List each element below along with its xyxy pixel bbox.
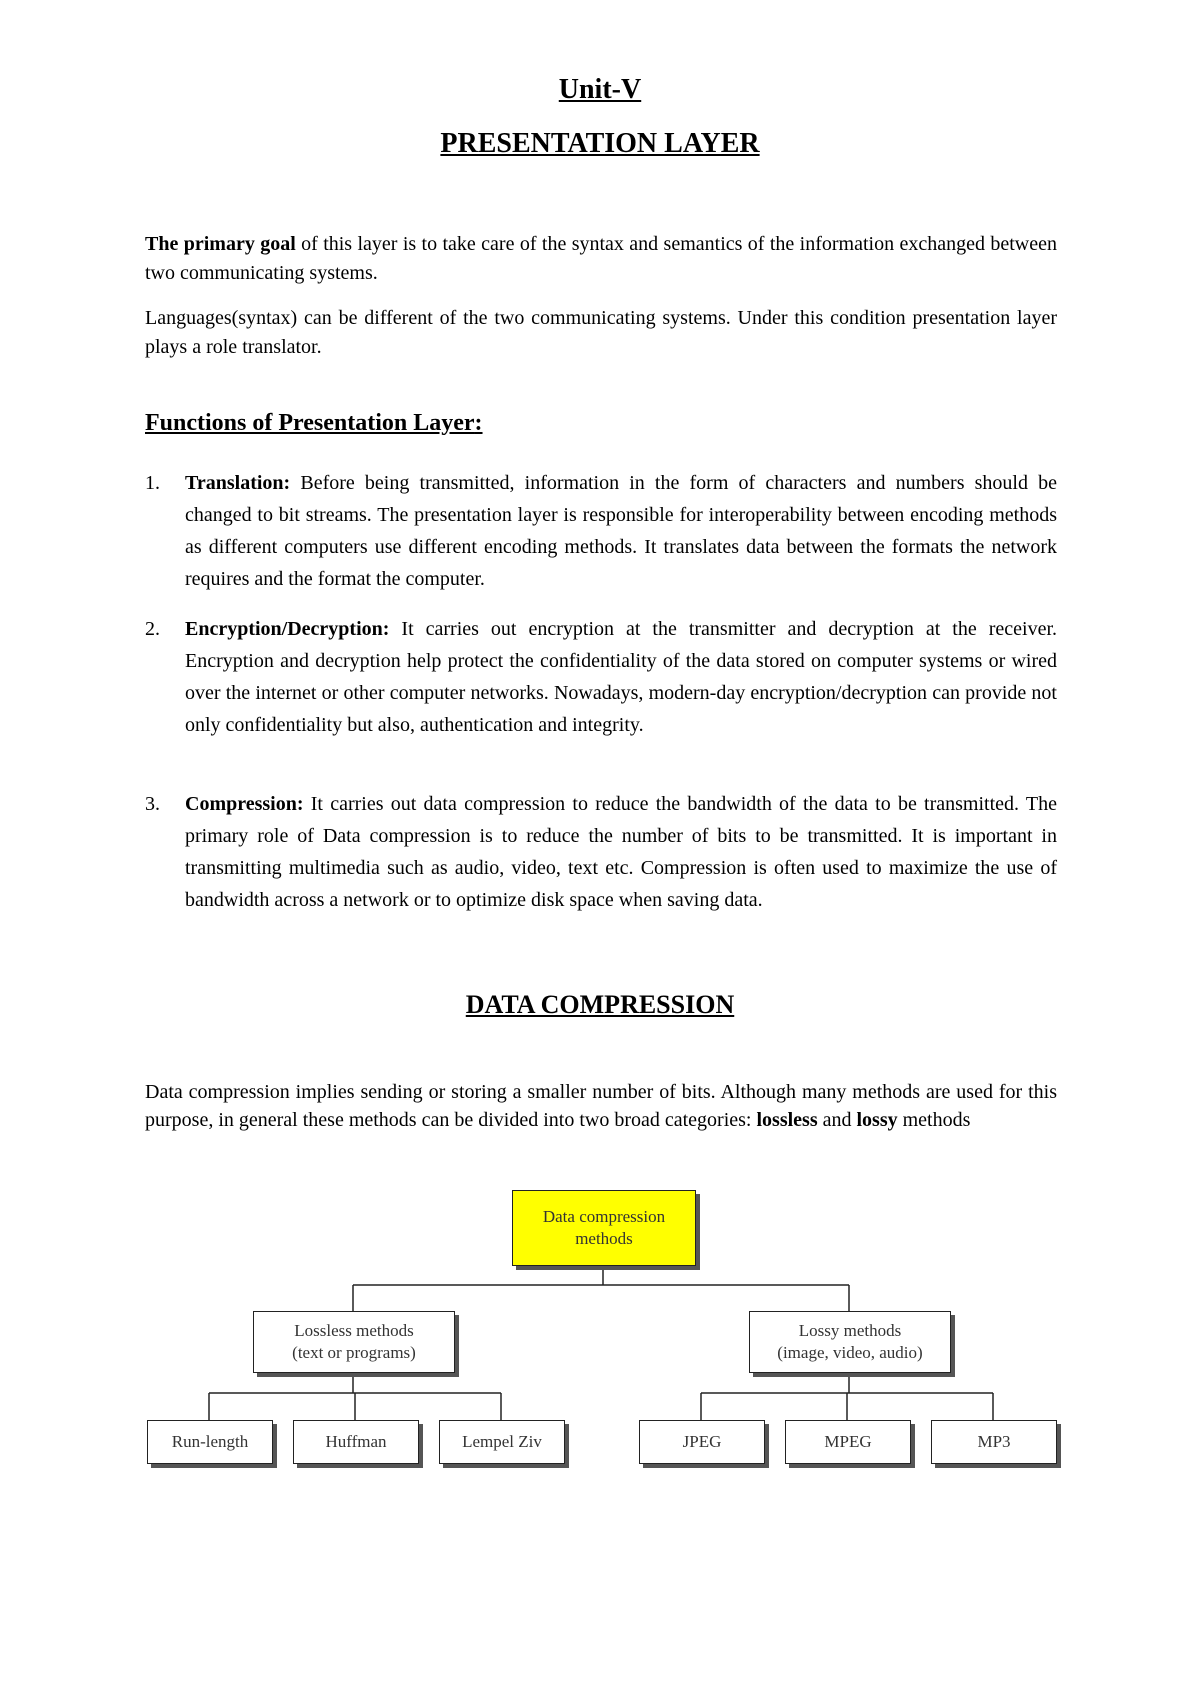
function-item-text [185, 613, 1057, 741]
node-lossless-methods [253, 1311, 455, 1373]
intro-paragraph-1-text: of this layer is to take care of the syntax and semantics of the information exchanged between two communicating systems. [145, 233, 1057, 284]
list-number: 2. [145, 618, 160, 640]
leaf-jpeg: JPEG [639, 1420, 765, 1464]
dc-paragraph-end: methods [897, 1109, 971, 1131]
function-item-encryption [145, 613, 1057, 741]
primary-goal-bold: The primary goal [145, 233, 296, 255]
lossy-bold: lossy [856, 1109, 898, 1131]
function-item-text [185, 467, 1057, 595]
data-compression-heading: DATA COMPRESSION [465, 990, 735, 1019]
leaf-mpeg: MPEG [785, 1420, 911, 1464]
lossless-node-line-2: (text or programs) [292, 1343, 416, 1362]
function-label: Encryption/Decryption: [185, 618, 390, 640]
unit-title: Unit-V [558, 74, 642, 105]
function-label: Translation: [185, 472, 291, 494]
lossless-bold: lossless [756, 1109, 818, 1131]
function-label: Compression: [185, 793, 304, 815]
functions-heading-colon: : [474, 410, 483, 436]
functions-heading [145, 410, 483, 437]
node-lossy-methods [749, 1311, 951, 1373]
lossy-node-line-1: Lossy methods [798, 1321, 902, 1340]
list-number: 1. [145, 472, 160, 494]
list-number: 3. [145, 793, 160, 815]
lossless-node-line-1: Lossless methods [294, 1321, 414, 1340]
intro-paragraph-2: Languages(syntax) can be different of the two communicating systems. Under this condition presentation layer plays a role translator. [145, 307, 1057, 358]
root-node-data-compression-methods [512, 1190, 696, 1266]
function-item-translation [145, 467, 1057, 595]
data-compression-paragraph [145, 1078, 1057, 1134]
function-description: Before being transmitted, information in the form of characters and numbers should be changed to bit streams. The presentation layer is responsible for interoperability between encoding methods as different computers use different encoding methods. It translates data between the formats the network requires and the format the computer. [185, 472, 1057, 590]
leaf-run-length: Run-length [147, 1420, 273, 1464]
leaf-huffman: Huffman [293, 1420, 419, 1464]
function-item-compression [145, 788, 1057, 916]
function-item-text [185, 788, 1057, 916]
functions-heading-text: Functions of Presentation Layer [145, 410, 475, 436]
leaf-mp3: MP3 [931, 1420, 1057, 1464]
leaf-lempel-ziv: Lempel Ziv [439, 1420, 565, 1464]
root-node-line-2: methods [575, 1229, 633, 1248]
dc-paragraph-start: Data compression implies sending or storing a smaller number of bits. Although many methods are used for this purpose, in general these methods can be divided into two broad categories: [145, 1081, 1057, 1131]
dc-paragraph-and: and [817, 1109, 857, 1131]
intro-paragraph-1 [145, 230, 1057, 288]
function-description: It carries out data compression to reduce the bandwidth of the data to be transmitted. The primary role of Data compression is to reduce the number of bits to be transmitted. It is important in transmitting multimedia such as audio, video, text etc. Compression is often used to maximize the use of bandwidth across a network or to optimize disk space when saving data. [185, 793, 1057, 911]
page-title: PRESENTATION LAYER [440, 128, 760, 159]
root-node-line-1: Data compression [542, 1207, 666, 1226]
function-description: It carries out encryption at the transmitter and decryption at the receiver. Encryption and decryption help protect the confidentiality of the data stored on computer systems or wired over the internet or other computer networks. Nowadays, modern-day encryption/decryption can provide not only confidentiality but also, authentication and integrity. [185, 618, 1057, 736]
lossy-node-line-2: (image, video, audio) [777, 1343, 923, 1362]
